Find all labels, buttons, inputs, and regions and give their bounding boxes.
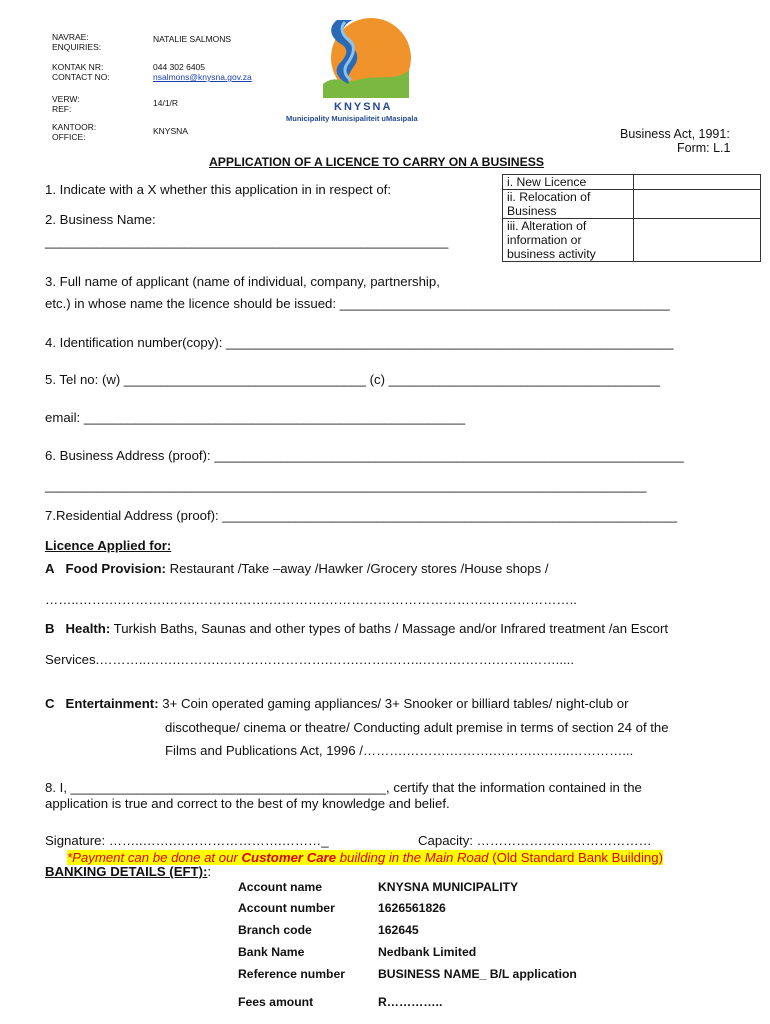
licence-food-text: Restaurant /Take –away /Hawker /Grocery stores /House shops / <box>165 561 549 576</box>
option-alteration-mark-cell[interactable] <box>634 219 761 262</box>
licence-entertainment-text: 3+ Coin operated gaming appliances/ 3+ Snooker or billiard tables/ night-club or <box>158 696 629 711</box>
licence-health-letter: B <box>45 621 55 636</box>
payment-note-d: (Old Standard Bank Building) <box>492 850 663 865</box>
logo-name: KNYSNA <box>334 101 393 113</box>
licence-food-label: Food Provision: <box>65 561 166 576</box>
capacity-field[interactable]: Capacity: ………………….……………… <box>418 833 652 848</box>
ref-label: VERW: REF: <box>52 94 80 114</box>
licence-heading: Licence Applied for: <box>45 538 172 553</box>
bank-value-reference: BUSINESS NAME_ B/L application <box>378 967 577 981</box>
bank-value-account-name: KNYSNA MUNICIPALITY <box>378 880 519 894</box>
bank-value-bank-name: Nedbank Limited <box>378 945 477 959</box>
application-type-table <box>502 174 761 262</box>
question-3: 3. Full name of applicant (name of individual, company, partnership, <box>45 274 440 289</box>
id-number-field[interactable]: 4. Identification number(copy): _____________________________________________________________ <box>45 335 674 350</box>
form-reference: Form: L.1 <box>677 141 731 155</box>
bank-label-account-number: Account number <box>238 901 335 915</box>
option-new-licence-mark-cell[interactable] <box>634 175 761 190</box>
payment-note-b: Customer Care <box>241 850 337 865</box>
enquiries-value: NATALIE SALMONS <box>153 34 232 44</box>
logo-tagline: Municipality Munisipaliteit uMasipala <box>286 114 418 123</box>
office-value: KNYSNA <box>153 126 188 136</box>
bank-value-account-number: 1626561826 <box>378 901 446 915</box>
question-2: 2. Business Name: <box>45 212 156 227</box>
business-name-field[interactable]: _______________________________________________________ <box>45 234 449 249</box>
licence-health-label: Health: <box>65 621 111 636</box>
bank-label-bank-name: Bank Name <box>238 945 305 959</box>
bank-value-branch-code: 162645 <box>378 923 419 937</box>
option-relocation-mark-cell[interactable] <box>634 190 761 219</box>
payment-note <box>67 850 663 865</box>
banking-heading-suffix: : <box>207 864 212 879</box>
contact-email-link[interactable]: nsalmons@knysna.gov.za <box>153 72 252 82</box>
question-1: 1. Indicate with a X whether this application in in respect of: <box>45 182 391 197</box>
licence-food-letter: A <box>45 561 55 576</box>
licence-health-text: Turkish Baths, Saunas and other types of baths / Massage and/or Infrared treatment /an Escort <box>110 621 669 636</box>
option-relocation: ii. Relocation of Business <box>503 190 634 219</box>
contact-phone: 044 302 6405 <box>153 62 205 72</box>
licence-health-text-2: Services.………..…….……….…………………….…….…….……..…….……….……..……..... <box>45 652 574 667</box>
page-title: APPLICATION OF A LICENCE TO CARRY ON A BUSINESS <box>209 155 544 169</box>
banking-heading-row <box>45 864 211 879</box>
option-alteration: iii. Alteration of information or business activity <box>503 219 634 262</box>
bank-label-account-name: Account name <box>238 880 322 894</box>
knysna-logo-icon <box>305 14 415 106</box>
applicant-name-field[interactable]: etc.) in whose name the licence should be issued: _____________________________________________ <box>45 296 670 311</box>
bank-label-branch-code: Branch code <box>238 923 312 937</box>
enquiries-label: NAVRAE: ENQUIRIES: <box>52 32 102 52</box>
declaration-line-1[interactable]: 8. I, ___________________________________________, certify that the information contained in the <box>45 780 642 795</box>
payment-note-a: *Payment can be done at our <box>67 850 242 865</box>
act-reference: Business Act, 1991: <box>620 127 730 141</box>
contact-label: KONTAK NR: CONTACT NO: <box>52 62 110 82</box>
business-address-line-2[interactable]: __________________________________________________________________________________ <box>45 478 647 493</box>
licence-entertainment-text-3: Films and Publications Act, 1996 /……….……….……….……….……..…………... <box>165 743 634 758</box>
signature-field[interactable]: Signature: ……..…….…………………….………_ <box>45 833 329 848</box>
ref-value: 14/1/R <box>153 98 179 108</box>
office-label: KANTOOR: OFFICE: <box>52 122 97 142</box>
licence-health <box>45 621 668 636</box>
business-address-field[interactable]: 6. Business Address (proof): ________________________________________________________________ <box>45 448 684 463</box>
declaration-line-2: application is true and correct to the best of my knowledge and belief. <box>45 796 450 811</box>
bank-label-fees: Fees amount <box>238 995 314 1009</box>
licence-entertainment-text-2: discotheque/ cinema or theatre/ Conducting adult premise in terms of section 24 of the <box>165 720 669 735</box>
email-field[interactable]: email: ____________________________________________________ <box>45 410 466 425</box>
licence-entertainment-label: Entertainment: <box>65 696 159 711</box>
banking-heading: BANKING DETAILS (EFT): <box>45 864 208 879</box>
licence-food <box>45 561 549 576</box>
bank-value-fees[interactable]: R………….. <box>378 995 443 1009</box>
tel-fields[interactable]: 5. Tel no: (w) _________________________________ (c) _____________________________________ <box>45 372 661 387</box>
bank-label-reference: Reference number <box>238 967 346 981</box>
licence-food-dots: ……..…….………….…….……….…….………….……………………………….…….………….. <box>45 592 577 607</box>
licence-entertainment-letter: C <box>45 696 55 711</box>
payment-note-c: building in the Main Road <box>336 850 493 865</box>
residential-address-field[interactable]: 7.Residential Address (proof): ______________________________________________________________ <box>45 508 678 523</box>
option-new-licence: i. New Licence <box>503 175 634 190</box>
licence-entertainment <box>45 696 629 711</box>
